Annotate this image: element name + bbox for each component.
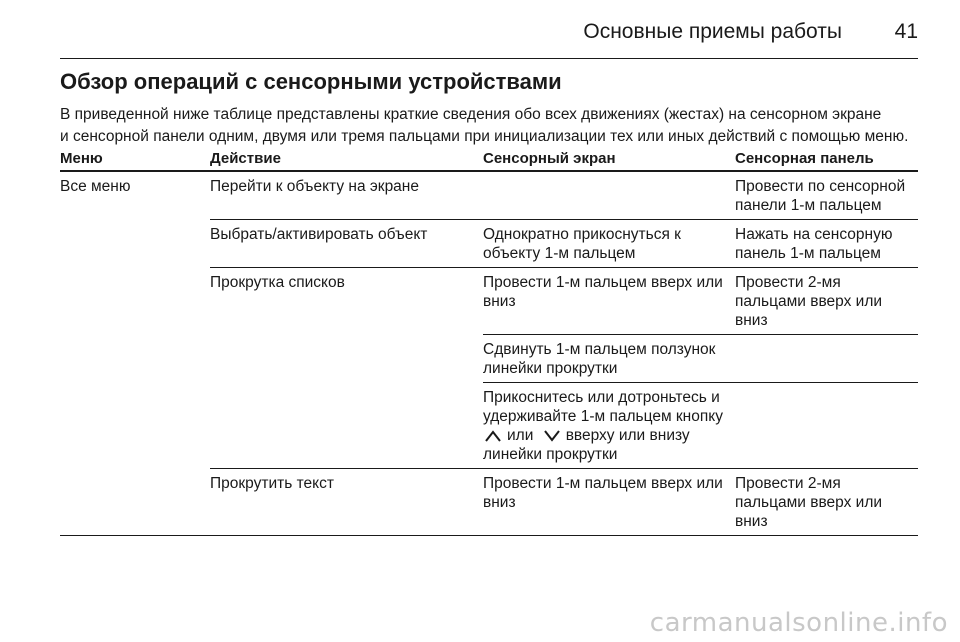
scroll-instruction-or: или	[507, 427, 534, 444]
cell-action: Перейти к объекту на экране	[210, 171, 483, 220]
page-header	[60, 18, 918, 59]
cell-screen: Однократно прикоснуться к объекту 1-м пальцем	[483, 220, 735, 268]
cell-screen: Провести 1-м пальцем вверх или вниз	[483, 469, 735, 536]
cell-screen	[483, 171, 735, 220]
chevron-down-icon	[544, 430, 560, 442]
operations-table	[60, 146, 918, 536]
table-row	[60, 171, 918, 220]
cell-panel	[735, 335, 918, 383]
chevron-up-icon	[485, 430, 501, 442]
watermark: carmanualsonline.info	[649, 608, 948, 638]
cell-screen: Провести 1-м пальцем вверх или вниз	[483, 268, 735, 335]
section-title: Обзор операций с сенсорными устройствами	[60, 69, 562, 94]
cell-action: Выбрать/активировать объект	[210, 220, 483, 268]
cell-panel: Нажать на сенсорную панель 1-м пальцем	[735, 220, 918, 268]
intro-line: и сенсорной панели одним, двумя или тремя пальцами при инициализации тех или иных действий с помощью меню.	[60, 128, 909, 145]
column-header-menu: Меню	[60, 146, 210, 171]
cell-menu: Все меню	[60, 171, 210, 536]
scroll-instruction-end: вверху или внизу линейки прокрутки	[483, 427, 690, 463]
intro-line: В приведенной ниже таблице представлены краткие сведения обо всех движениях (жестах) на сенсорном экране	[60, 106, 882, 123]
cell-panel	[735, 383, 918, 469]
cell-action: Прокрутка списков	[210, 268, 483, 469]
cell-panel: Провести 2-мя пальцами вверх или вниз	[735, 469, 918, 536]
column-header-panel: Сенсорная панель	[735, 146, 918, 171]
column-header-action: Действие	[210, 146, 483, 171]
cell-screen	[483, 383, 735, 469]
column-header-screen: Сенсорный экран	[483, 146, 735, 171]
cell-panel: Провести по сенсорной панели 1-м пальцем	[735, 171, 918, 220]
cell-action: Прокрутить текст	[210, 469, 483, 536]
cell-panel: Провести 2-мя пальцами вверх или вниз	[735, 268, 918, 335]
scroll-instruction-text: Прикоснитесь или дотроньтесь и удерживайте 1-м пальцем кнопку	[483, 389, 723, 425]
intro-paragraph	[60, 104, 930, 148]
page-number: 41	[894, 20, 918, 43]
cell-screen: Сдвинуть 1-м пальцем ползунок линейки прокрутки	[483, 335, 735, 383]
chapter-title: Основные приемы работы	[583, 20, 842, 43]
table-header-row	[60, 146, 918, 171]
